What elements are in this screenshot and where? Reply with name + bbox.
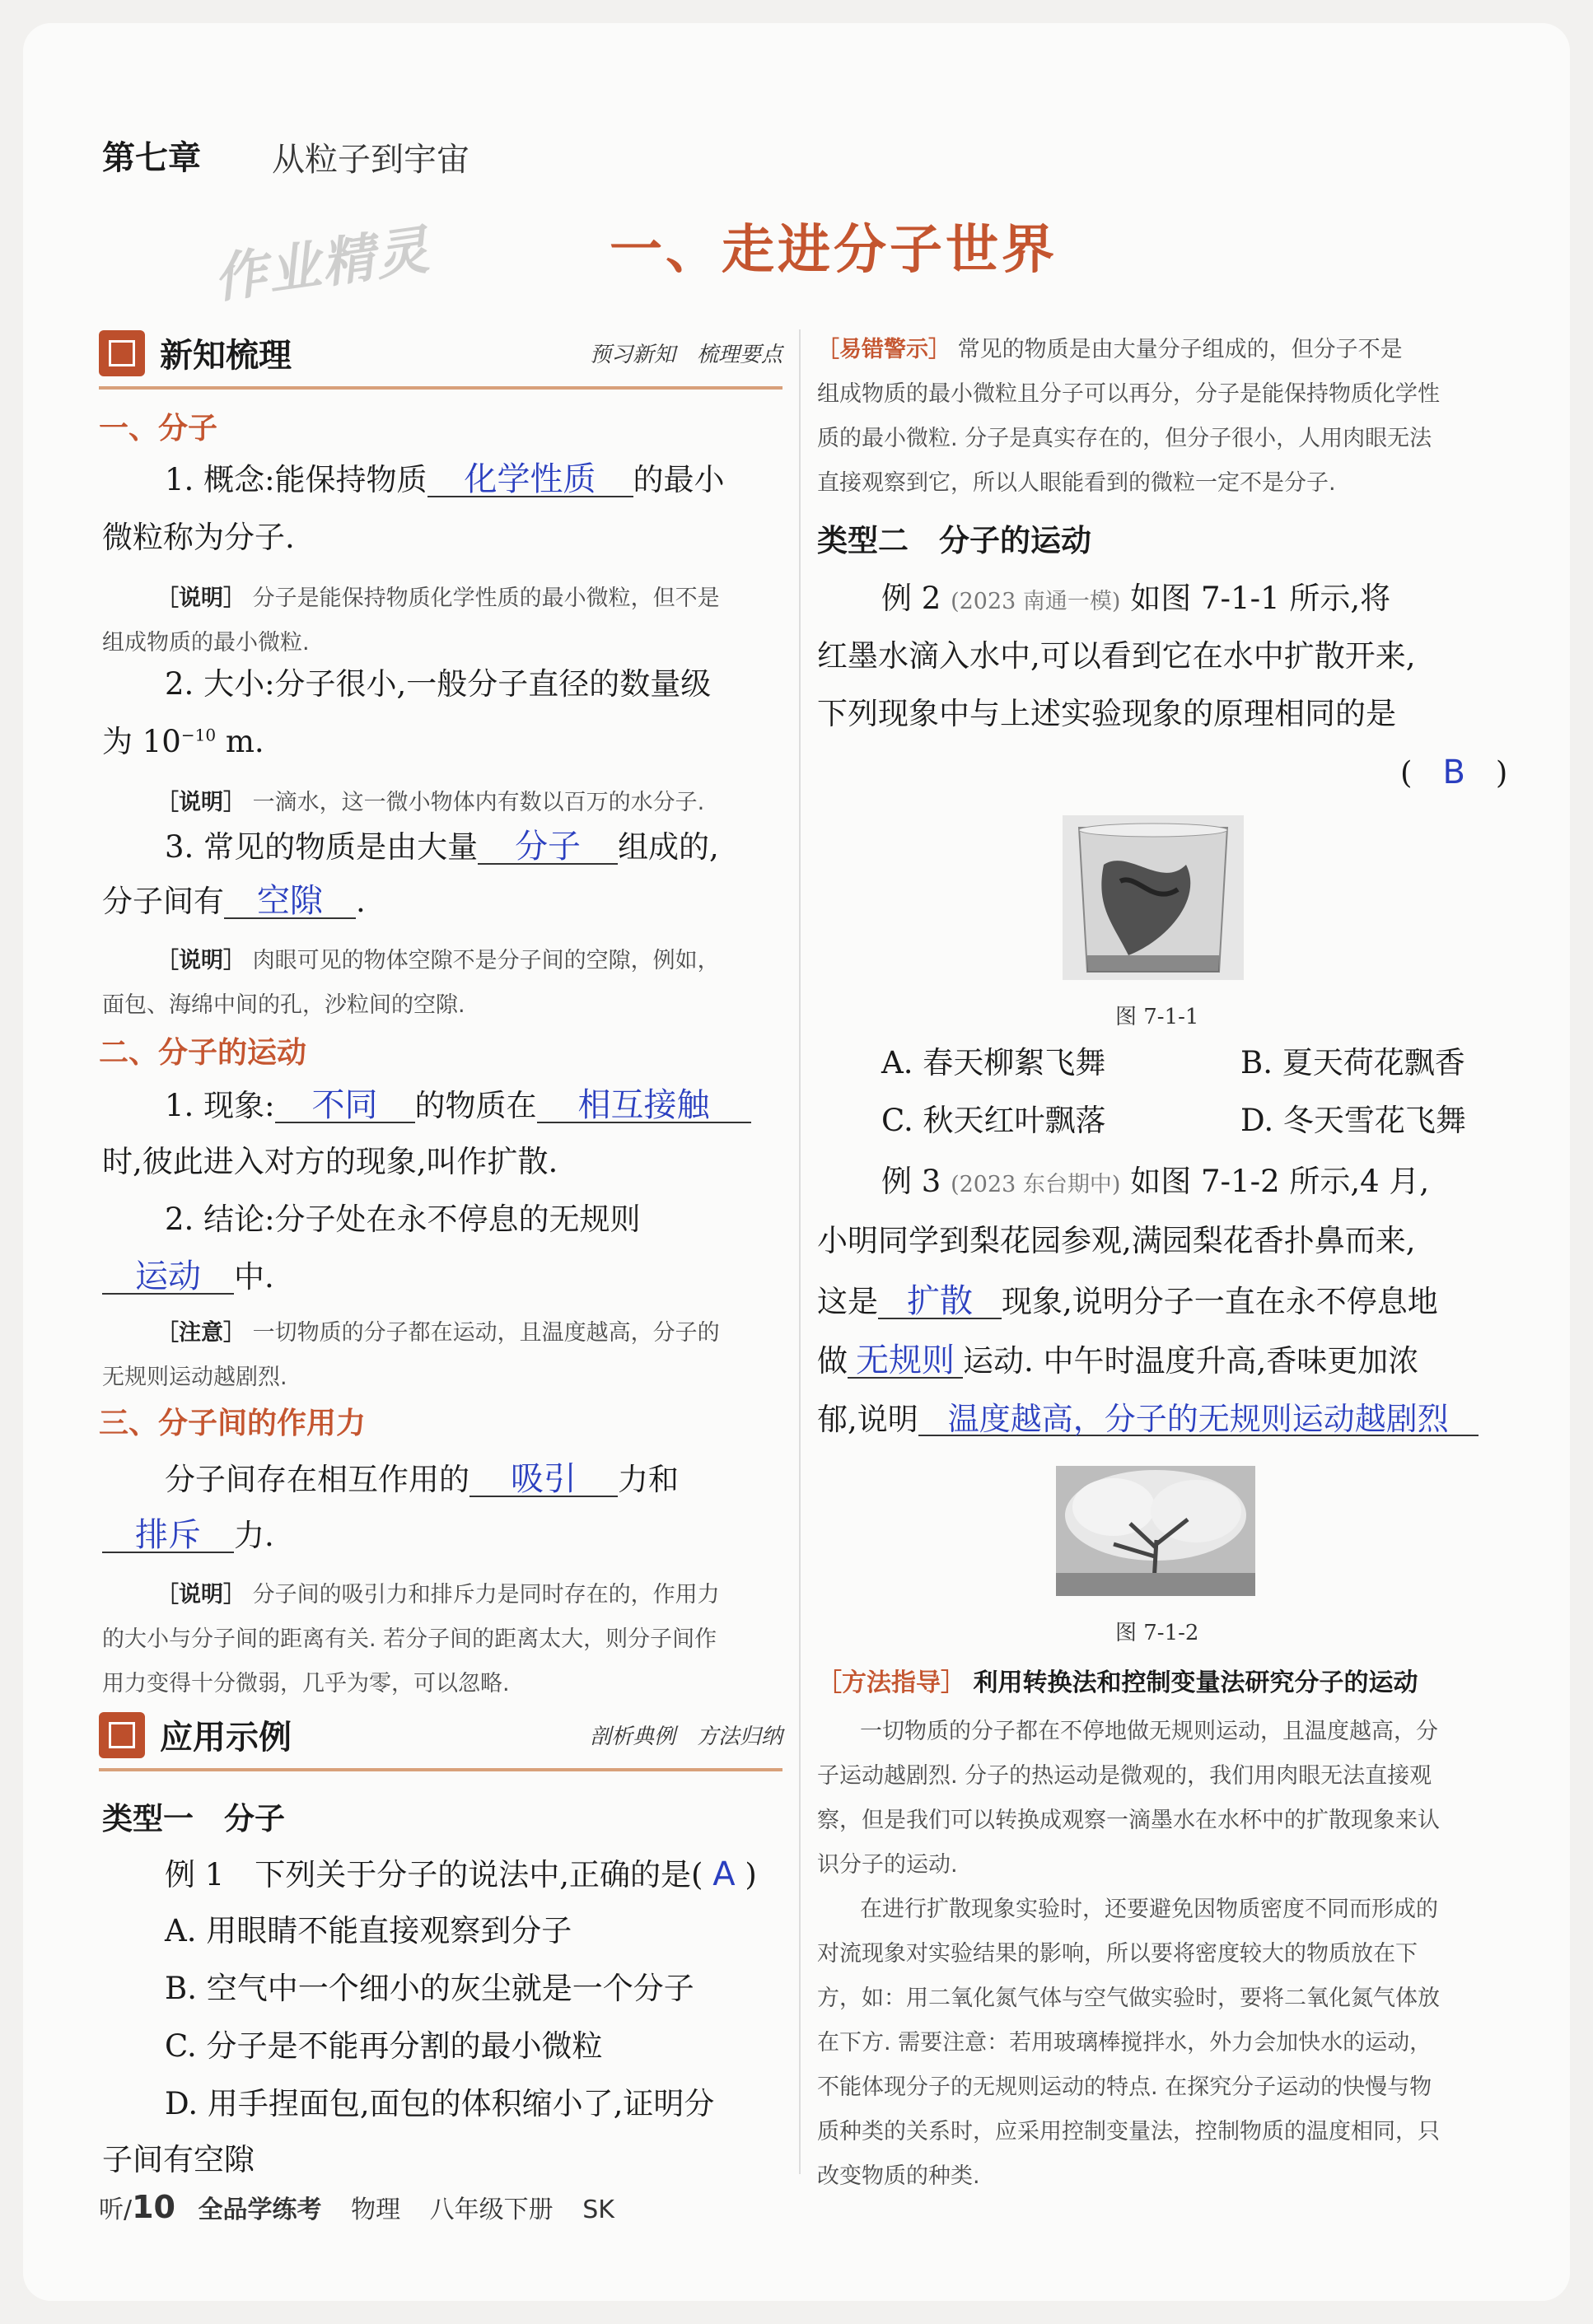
example-label: 例 2 [881,581,941,616]
answer-blank [918,1403,1479,1436]
answer-blank [102,1260,234,1295]
note-5c: 用力变得十分微弱，几乎为零，可以忽略. [102,1671,510,1696]
conclusion-line-2 [102,1260,274,1295]
method-line-4: 识分子的运动. [817,1852,958,1878]
example-3-line-4 [817,1344,1418,1379]
note-5b: 的大小与分子间的距离有关. 若分子间的距离太大，则分子间作 [102,1626,717,1652]
note-label: ［说明］ [156,1582,245,1608]
method-title: 利用转换法和控制变量法研究分子的运动 [973,1668,1418,1697]
lesson-title: 一、走进分子世界 [610,220,1058,281]
text: 1. 概念:能保持物质 [165,462,427,497]
subject: 物理 [351,2196,401,2224]
section-icon [99,1712,145,1758]
note-1b: 组成物质的最小微粒. [102,630,310,656]
answer-blank [275,1086,415,1124]
note-label: ［说明］ [156,948,245,973]
section-divider [99,1768,782,1771]
method-heading [817,1662,1418,1698]
example-1 [165,1855,757,1893]
answer: A [712,1855,736,1893]
text: 为 10 [102,724,181,759]
example-3-line-5 [817,1403,1479,1436]
composition-line [165,830,719,865]
method-line-7: 方，如：用二氧化氮气体与空气做实验时，要将二氧化氮气体放 [817,1986,1440,2011]
text: . [356,884,366,919]
method-line-5: 在进行扩散现象实验时，还要避免因物质密度不同而形成的 [860,1897,1438,1922]
note-text: 分子是能保持物质化学性质的最小微粒，但不是 [252,586,720,611]
text: 中. [234,1259,274,1295]
note-label: ［说明］ [156,790,245,815]
text: 郁,说明 [817,1402,918,1437]
text: 如图 7-1-2 所示,4 月, [1130,1164,1430,1199]
text: 力和 [618,1462,679,1497]
text: ( [1400,755,1413,791]
example-2-option-a: A. 春天柳絮飞舞 [881,1045,1106,1080]
figure-2-caption: 图 7-1-2 [1115,1621,1199,1645]
text: 力. [234,1518,274,1553]
answer-blank [878,1282,1002,1320]
answer: 吸引 [511,1460,577,1498]
conclusion-line: 2. 结论:分子处在永不停息的无规则 [165,1202,641,1237]
text: 分子间存在相互作用的 [165,1462,469,1497]
note-1 [156,580,720,612]
method-line-6: 对流现象对实验结果的影响，所以要将密度较大的物质放在下 [817,1941,1418,1967]
section-title: 应用示例 [160,1719,292,1757]
composition-line-2 [102,884,366,919]
method-line-2: 子运动越剧烈. 分子的热运动是微观的，我们用肉眼无法直接观 [817,1763,1432,1789]
warning-line-3: 质的最小微粒. 分子是真实存在的，但分子很小，人用肉眼无法 [817,426,1432,451]
heading-force: 三、分子间的作用力 [99,1407,367,1440]
exponent: −10 [180,725,217,745]
note-4 [156,1314,720,1346]
answer-blank [427,460,633,498]
answer: 相互接触 [577,1086,710,1124]
text: 这是 [817,1284,878,1319]
method-line-8: 在下方. 需要注意：若用玻璃棒搅拌水，外力会加快水的运动， [817,2030,1432,2056]
answer: 分子 [515,828,582,866]
note-3b: 面包、海绵中间的孔，沙粒间的空隙. [102,992,465,1018]
pear-tree-photo [1056,1466,1255,1596]
note-label: ［注意］ [156,1320,245,1346]
example-2-answer [1400,756,1507,789]
answer: 排斥 [135,1516,201,1554]
note-text: 分子间的吸引力和排斥力是同时存在的，作用力 [252,1582,720,1608]
example-2-option-b: B. 夏天荷花飘香 [1240,1045,1465,1080]
chapter-number: 第七章 [102,139,201,177]
example-source: (2023 东台期中) [951,1172,1121,1197]
grade: 八年级下册 [429,2196,554,2224]
option-b: B. 空气中一个细小的灰尘就是一个分子 [165,1971,694,2006]
option-a: A. 用眼睛不能直接观察到分子 [165,1913,572,1948]
answer: 不同 [311,1086,378,1124]
note-label: ［说明］ [156,586,245,611]
text: 的最小 [633,462,725,497]
example-3-line-3 [817,1282,1438,1320]
example-3-line-2: 小明同学到梨花园参观,满园梨花香扑鼻而来, [817,1223,1416,1258]
example-source: (2023 南通一模) [951,589,1121,614]
text: 如图 7-1-1 所示,将 [1130,581,1391,616]
answer: 扩散 [907,1282,973,1320]
answer: 空隙 [257,882,323,920]
phenomenon-line-2: 时,彼此进入对方的现象,叫作扩散. [102,1144,558,1179]
heading-motion: 二、分子的运动 [99,1036,307,1070]
text: 现象,说明分子一直在永不停息地 [1002,1284,1438,1319]
text: ) [1495,755,1508,791]
warning-line-4: 直接观察到它，所以人眼能看到的微粒一定不是分子. [817,470,1336,496]
answer-blank [224,884,356,919]
answer-blank [478,830,618,865]
section-icon [99,330,145,376]
figure-1-caption: 图 7-1-1 [1115,1005,1199,1029]
watermark: 作业精灵 [209,219,434,310]
text: 组成的, [618,829,719,865]
text: 做 [817,1343,848,1379]
section-examples [99,1711,782,1771]
example-2-line-2: 红墨水滴入水中,可以看到它在水中扩散开来, [817,638,1416,674]
note-2 [156,784,704,816]
heading-molecule: 一、分子 [99,412,218,446]
text: 的物质在 [414,1088,537,1123]
method-line-1: 一切物质的分子都在不停地做无规则运动，且温度越高，分 [860,1719,1438,1744]
beaker-photo [1063,815,1244,980]
note-text: 一滴水，这一微小物体内有数以百万的水分子. [252,790,705,815]
section-divider [99,386,782,390]
type-one-heading: 类型一 分子 [102,1801,285,1836]
answer: 无规则 [856,1342,955,1379]
edition: SK [582,2196,614,2224]
book-title: 全品学练考 [198,2196,322,2224]
answer-blank [848,1344,963,1379]
text: 分子间有 [102,884,224,919]
note-5 [156,1576,720,1608]
force-line-2 [102,1516,274,1554]
example-2-option-d: D. 冬天雪花飞舞 [1240,1103,1466,1138]
concept-line-2: 微粒称为分子. [102,520,295,555]
size-line-2 [102,726,264,757]
warning-line-1 [817,331,1403,363]
question-text: 例 1 下列关于分子的说法中,正确的是( [165,1857,703,1892]
force-line [165,1460,679,1498]
note-text: 肉眼可见的物体空隙不是分子间的空隙，例如， [252,948,720,973]
size-line: 2. 大小:分子很小,一般分子直径的数量级 [165,666,712,702]
warning-label: ［易错警示］ [817,337,951,362]
note-text: 一切物质的分子都在运动，且温度越高，分子的 [252,1320,720,1346]
chapter-name: 从粒子到宇宙 [272,141,469,179]
section-subtitle: 剖析典例 方法归纳 [589,1724,782,1749]
answer: 运动 [135,1258,201,1295]
option-d-2: 子间有空隙 [102,2142,255,2177]
column-divider [799,329,801,2174]
method-label: ［方法指导］ [817,1668,965,1697]
example-label: 例 3 [881,1164,941,1199]
footer-prefix: 听/ [99,2196,133,2224]
answer-blank [537,1086,751,1124]
answer: 温度越高，分子的无规则运动越剧烈 [947,1401,1449,1437]
text: 3. 常见的物质是由大量 [165,829,479,865]
answer: B [1442,754,1465,791]
concept-line [165,460,725,498]
section-subtitle: 预习新知 梳理要点 [589,343,782,367]
method-line-10: 质种类的关系时，应采用控制变量法，控制物质的温度相同，只 [817,2119,1440,2144]
option-d: D. 用手捏面包,面包的体积缩小了,证明分 [165,2086,715,2121]
type-two-heading: 类型二 分子的运动 [817,523,1091,558]
method-line-3: 察，但是我们可以转换成观察一滴墨水在水杯中的扩散现象来认 [817,1808,1440,1833]
warning-line-2: 组成物质的最小微粒且分子可以再分，分子是能保持物质化学性 [817,381,1440,407]
example-3-line-1 [881,1166,1429,1197]
phenomenon-line [165,1086,751,1124]
page-number: 10 [132,2189,175,2225]
answer: 化学性质 [464,460,596,498]
text: 运动. 中午时温度升高,香味更加浓 [963,1343,1419,1379]
text: m. [216,724,264,759]
example-2-line-1 [881,583,1390,614]
text: ) [745,1857,757,1892]
option-c: C. 分子是不能再分割的最小微粒 [165,2028,603,2064]
section-title: 新知梳理 [160,337,292,375]
method-line-11: 改变物质的种类. [817,2163,980,2189]
text: 1. 现象: [165,1088,275,1123]
note-3 [156,942,720,974]
warning-text: 常见的物质是由大量分子组成的，但分子不是 [957,337,1403,362]
example-2-line-3: 下列现象中与上述实验现象的原理相同的是 [817,696,1396,731]
page-footer [99,2189,614,2225]
example-2-option-c: C. 秋天红叶飘落 [881,1103,1106,1138]
note-4b: 无规则运动越剧烈. [102,1365,287,1390]
answer-blank [102,1516,234,1554]
answer-blank [469,1460,618,1498]
method-line-9: 不能体现分子的无规则运动的特点. 在探究分子运动的快慢与物 [817,2074,1432,2100]
section-new-knowledge [99,329,782,390]
